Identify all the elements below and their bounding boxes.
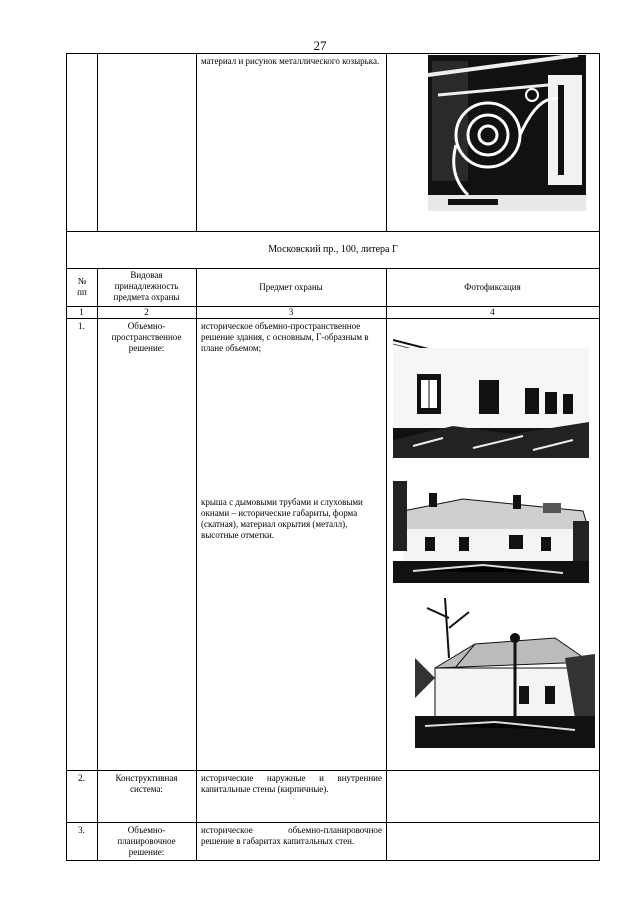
row-divider bbox=[66, 822, 600, 823]
building-roof-photo bbox=[393, 481, 589, 583]
protection-item: исторические наружные и внутренние капитальные стены (кирпичные). bbox=[201, 773, 382, 794]
building-facade-photo bbox=[393, 330, 589, 458]
protection-item: историческое объемно-пространственное решение здания, с основным, Г-образным в плане объемом; bbox=[201, 321, 369, 353]
row-type: Объемно-пространственное решение: bbox=[111, 321, 182, 353]
column-divider bbox=[97, 53, 98, 231]
continued-text: материал и рисунок металлического козырька. bbox=[201, 56, 380, 66]
header-type: Видовая принадлежность предмета охраны bbox=[113, 270, 180, 302]
building-gable-photo bbox=[415, 598, 595, 748]
table-border-bottom bbox=[66, 860, 600, 861]
column-divider bbox=[196, 268, 197, 861]
row-number: 1. bbox=[78, 321, 85, 331]
row-type: Объемно-планировочное решение: bbox=[117, 825, 176, 857]
protection-item: историческое объемно-планировочное решение в габаритах капитальных стен. bbox=[201, 825, 382, 846]
column-number: 3 bbox=[288, 307, 294, 317]
row-number: 2. bbox=[78, 773, 85, 783]
page-number: 27 bbox=[313, 38, 327, 53]
row-number: 3. bbox=[78, 825, 85, 835]
row-divider bbox=[66, 231, 600, 232]
column-divider bbox=[196, 53, 197, 231]
column-divider bbox=[386, 268, 387, 861]
column-number: 4 bbox=[490, 307, 495, 317]
header-number: № пп bbox=[77, 276, 87, 297]
row-divider bbox=[66, 770, 600, 771]
table-border-top bbox=[66, 53, 600, 54]
canopy-bracket-photo bbox=[428, 55, 586, 211]
column-divider bbox=[386, 53, 387, 231]
header-subject: Предмет охраны bbox=[259, 282, 323, 292]
table-border-left bbox=[66, 53, 67, 861]
column-number: 1 bbox=[79, 307, 84, 317]
column-divider bbox=[97, 268, 98, 861]
row-type: Конструктивная система: bbox=[115, 773, 178, 794]
section-divider bbox=[66, 268, 600, 269]
column-number: 2 bbox=[144, 307, 149, 317]
header-photo: Фотофиксация bbox=[464, 282, 521, 292]
section-title: Московский пр., 100, литера Г bbox=[268, 244, 398, 255]
protection-item: крыша с дымовыми трубами и слуховыми окнами – исторические габариты, форма (скатная), материал окрытия (металл), высотные отметки. bbox=[201, 497, 363, 540]
table-border-right bbox=[599, 53, 600, 861]
numbering-divider bbox=[66, 318, 600, 319]
